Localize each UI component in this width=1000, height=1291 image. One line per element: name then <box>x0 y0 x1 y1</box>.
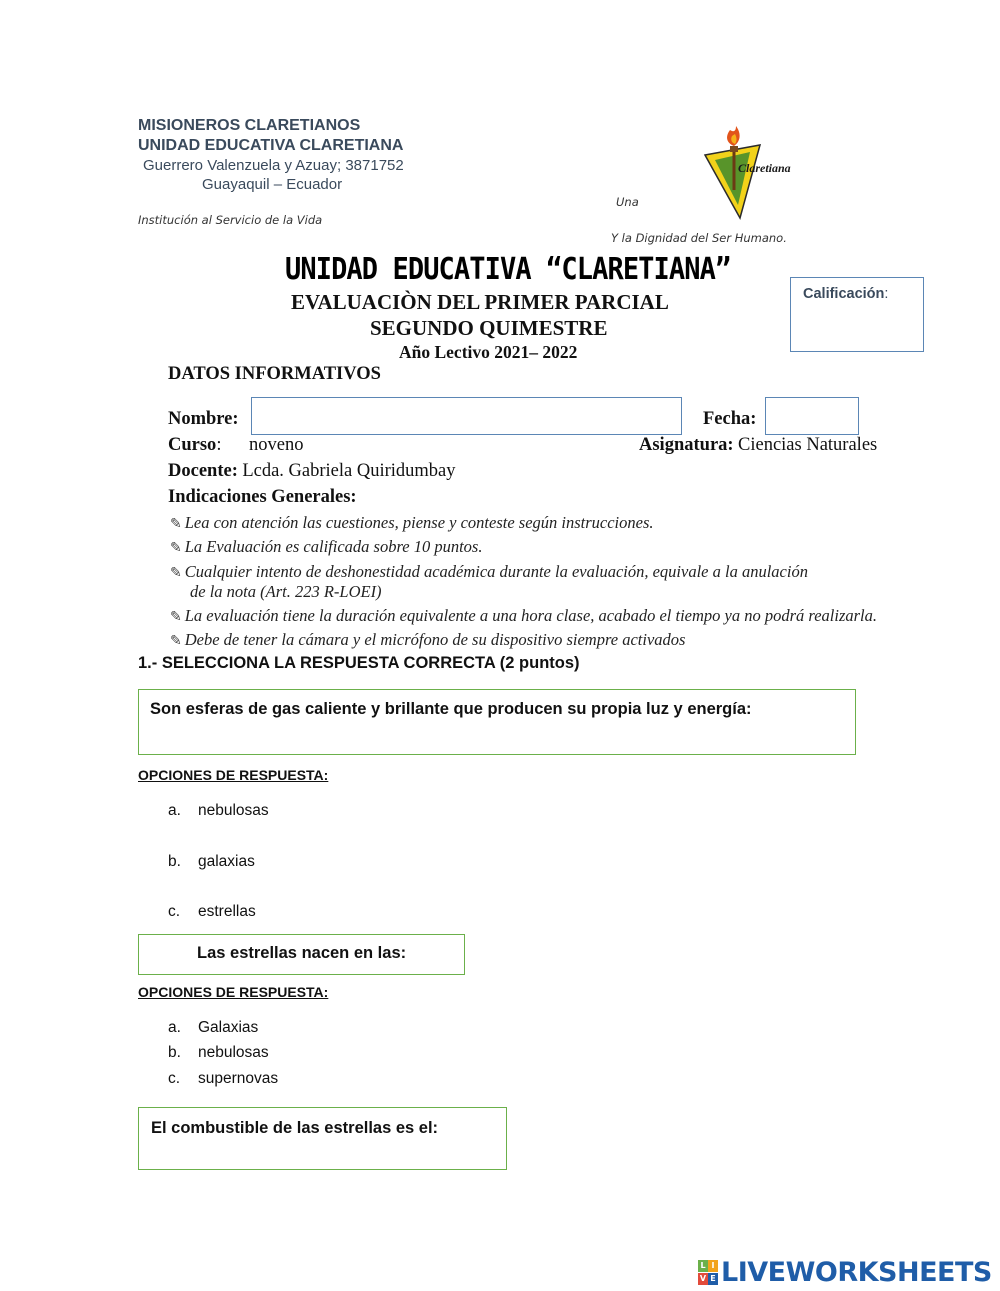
question-text: El combustible de las estrellas es el: <box>151 1119 439 1137</box>
indication-item-cont: de la nota (Art. 223 R-LOEI) <box>190 582 382 601</box>
grade-box[interactable] <box>790 277 924 352</box>
torch-logo-icon <box>700 120 805 220</box>
subject-label: Asignatura: <box>639 435 734 455</box>
grade-label: Calificación <box>803 286 885 302</box>
address: Guerrero Valenzuela y Azuay; 3871752 <box>143 157 404 174</box>
motto-una: Una <box>616 195 639 209</box>
option-item[interactable]: a. nebulosas <box>168 802 269 819</box>
pencil-icon: ✎ <box>170 634 182 649</box>
indications-heading: Indicaciones Generales: <box>168 487 357 507</box>
school-year: Año Lectivo 2021– 2022 <box>399 342 578 362</box>
motto-left: Institución al Servicio de la Vida <box>138 213 323 227</box>
course-label: Curso <box>168 435 217 455</box>
pencil-icon: ✎ <box>170 566 182 581</box>
course-colon: : <box>216 435 222 455</box>
city: Guayaquil – Ecuador <box>202 176 343 193</box>
indication-item: ✎ La Evaluación es calificada sobre 10 puntos. <box>170 537 483 556</box>
page-title: UNIDAD EDUCATIVA “CLARETIANA” <box>285 252 731 287</box>
org-name-1: MISIONEROS CLARETIANOS <box>138 117 361 134</box>
section-heading: 1.- SELECCIONA LA RESPUESTA CORRECTA (2 puntos) <box>138 654 580 672</box>
option-item[interactable]: b. nebulosas <box>168 1044 269 1061</box>
subject-row <box>639 435 877 456</box>
option-item[interactable]: a. Galaxias <box>168 1019 259 1036</box>
pencil-icon: ✎ <box>170 541 182 556</box>
brand-badge-icon: L I V E <box>698 1260 718 1286</box>
org-name-2: UNIDAD EDUCATIVA CLARETIANA <box>138 137 404 154</box>
course-value: noveno <box>249 435 304 455</box>
question-text: Son esferas de gas caliente y brillante que producen su propia luz y energía: <box>150 700 752 718</box>
option-item[interactable]: c. estrellas <box>168 903 256 920</box>
name-label: Nombre: <box>168 409 239 429</box>
indication-item: ✎ Cualquier intento de deshonestidad académica durante la evaluación, equivale a la anulación <box>170 562 808 581</box>
subject-value: Ciencias Naturales <box>738 435 878 455</box>
options-heading: OPCIONES DE RESPUESTA: <box>138 984 329 1000</box>
question-box <box>138 934 465 975</box>
options-heading: OPCIONES DE RESPUESTA: <box>138 767 329 783</box>
indication-item: ✎ Debe de tener la cámara y el micrófono de su dispositivo siempre activados <box>170 630 686 649</box>
question-box <box>138 1107 507 1170</box>
date-input[interactable] <box>765 397 859 435</box>
question-box <box>138 689 856 755</box>
teacher-row <box>168 461 456 482</box>
name-input[interactable] <box>251 397 682 435</box>
pencil-icon: ✎ <box>170 610 182 625</box>
eval-title: EVALUACIÒN DEL PRIMER PARCIAL <box>291 290 669 314</box>
indication-item: ✎ La evaluación tiene la duración equivalente a una hora clase, acabado el tiempo ya no podrá realizarla. <box>170 606 878 625</box>
quimestre-title: SEGUNDO QUIMESTRE <box>370 316 608 340</box>
liveworksheets-logo <box>698 1257 992 1288</box>
school-logo <box>700 120 805 220</box>
motto-right: Y la Dignidad del Ser Humano. <box>611 231 787 245</box>
teacher-value: Lcda. Gabriela Quiridumbay <box>242 461 456 481</box>
brand-text: LIVEWORKSHEETS <box>721 1257 992 1288</box>
logo-text: Claretiana <box>738 161 791 175</box>
info-heading: DATOS INFORMATIVOS <box>168 364 381 384</box>
option-item[interactable]: b. galaxias <box>168 853 255 870</box>
option-item[interactable]: c. supernovas <box>168 1070 279 1087</box>
pencil-icon: ✎ <box>170 517 182 532</box>
date-label: Fecha: <box>703 409 757 429</box>
grade-colon: : <box>884 286 889 302</box>
teacher-label: Docente: <box>168 461 238 481</box>
course-row <box>168 435 221 456</box>
indication-item: ✎ Lea con atención las cuestiones, piense y conteste según instrucciones. <box>170 513 654 532</box>
question-text: Las estrellas nacen en las: <box>197 944 407 962</box>
